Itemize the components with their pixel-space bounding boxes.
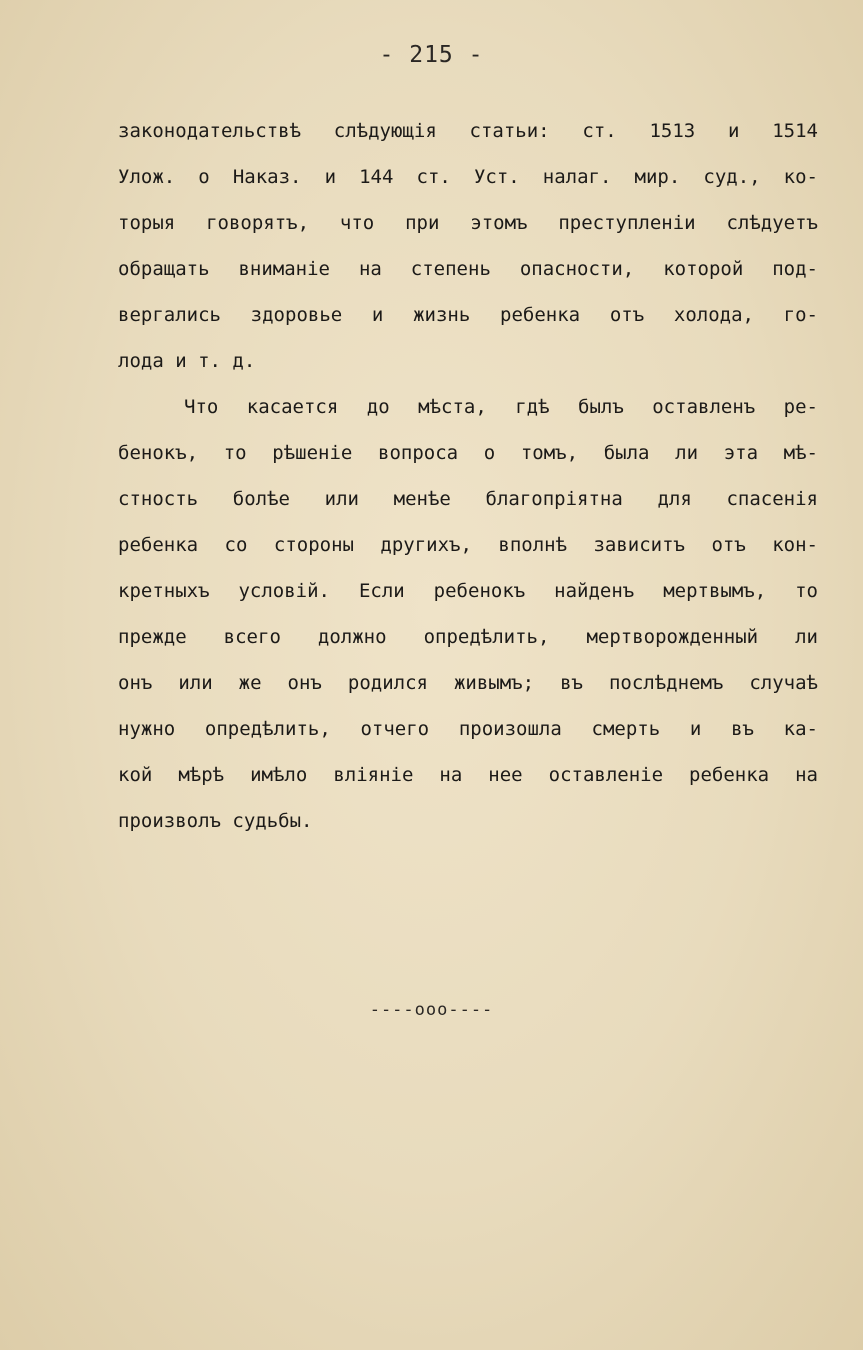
text-line: онъ или же онъ родился живымъ; въ послѣднемъ случаѣ bbox=[118, 672, 818, 694]
end-ornament: ----ооо---- bbox=[369, 1000, 494, 1020]
text-line: законодательствѣ слѣдующія статьи: ст. 1513 и 1514 bbox=[118, 120, 818, 142]
text-line: кой мѣрѣ имѣло вліяніе на нее оставленіе ребенка на bbox=[118, 764, 818, 786]
text-line: ребенка со стороны другихъ, вполнѣ зависитъ отъ кон- bbox=[118, 534, 818, 556]
body-text bbox=[118, 108, 818, 844]
text-line: кретныхъ условій. Если ребенокъ найденъ мертвымъ, то bbox=[118, 580, 818, 602]
text-line: Улож. о Наказ. и 144 ст. Уст. налаг. мир. суд., ко- bbox=[118, 166, 818, 188]
text-line: бенокъ, то рѣшеніе вопроса о томъ, была ли эта мѣ- bbox=[118, 442, 818, 464]
text-line: прежде всего должно опредѣлить, мертворожденный ли bbox=[118, 626, 818, 648]
text-line: обращать вниманіе на степень опасности, которой под- bbox=[118, 258, 818, 280]
text-line: нужно опредѣлить, отчего произошла смерть и въ ка- bbox=[118, 718, 818, 740]
text-line: Что касается до мѣста, гдѣ былъ оставленъ ре- bbox=[184, 396, 818, 418]
text-line: стность болѣе или менѣе благопріятна для спасенія bbox=[118, 488, 818, 510]
text-line: торыя говорятъ, что при этомъ преступленіи слѣдуетъ bbox=[118, 212, 818, 234]
text-line: произволъ судьбы. bbox=[118, 810, 313, 832]
page-number: - 215 - bbox=[379, 42, 484, 68]
text-line: вергались здоровье и жизнь ребенка отъ холода, го- bbox=[118, 304, 818, 326]
text-line: лода и т. д. bbox=[118, 350, 256, 372]
